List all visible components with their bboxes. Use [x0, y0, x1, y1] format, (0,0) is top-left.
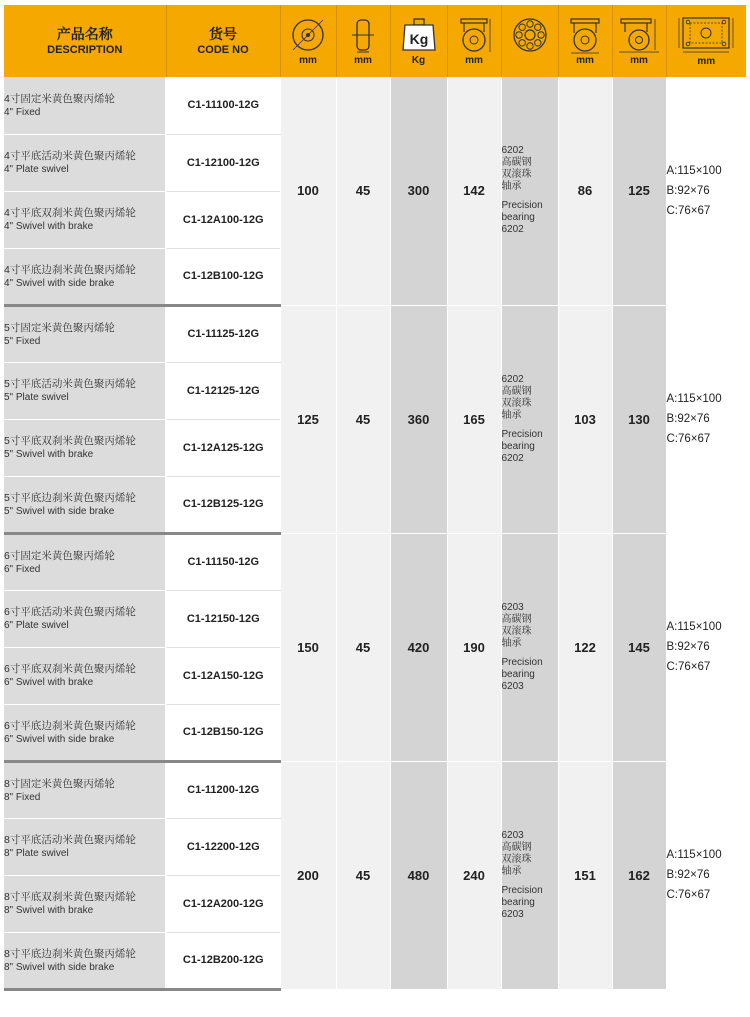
description-cell [4, 875, 166, 932]
bearing-line: 高碳钢 [501, 385, 532, 397]
plate-dimension: A:115×100 [666, 849, 722, 861]
plate-dimension: A:115×100 [666, 393, 722, 405]
diameter-cell: 150 [280, 533, 336, 761]
description-en: 5" Swivel with brake [4, 449, 94, 460]
bearing-line: 6203 [501, 601, 524, 613]
width-cell: 45 [336, 533, 390, 761]
description-header [4, 5, 166, 77]
plate-dimension: C:76×67 [666, 889, 711, 901]
table-row [4, 305, 746, 362]
description-cn: 5寸平底边刹米黄色聚丙烯轮 [4, 491, 136, 504]
bearing-line: Precision [501, 884, 543, 896]
bearing-line: 6203 [501, 908, 524, 920]
height-cell: 165 [447, 305, 501, 533]
code-cell: C1-12A125-12G [166, 419, 280, 476]
bearing-icon [511, 16, 549, 54]
header-row [4, 5, 746, 77]
code-cell: C1-12200-12G [166, 818, 280, 875]
width-unit: mm [354, 55, 372, 66]
description-en: 5" Plate swivel [4, 392, 69, 403]
description-cell [4, 134, 166, 191]
description-cell [4, 704, 166, 761]
offset-cell: 103 [558, 305, 612, 533]
code-header-en: CODE NO [197, 44, 249, 56]
code-cell: C1-11200-12G [166, 761, 280, 818]
description-header-en: DESCRIPTION [47, 44, 123, 56]
description-cell [4, 362, 166, 419]
description-cell [4, 761, 166, 818]
description-cn: 5寸平底双刹米黄色聚丙烯轮 [4, 435, 136, 447]
bearing-line: 轴承 [501, 637, 522, 649]
bearing-gap [502, 650, 558, 657]
radius-cell: 145 [612, 533, 666, 761]
code-cell: C1-11125-12G [166, 305, 280, 362]
description-cell [4, 77, 166, 134]
load-cell: 300 [390, 77, 447, 305]
description-cell [4, 419, 166, 476]
overall-height-icon [455, 16, 493, 54]
description-cell [4, 818, 166, 875]
description-en: 8" Fixed [4, 791, 41, 803]
radius-cell: 162 [612, 761, 666, 989]
description-en: 4" Swivel with brake [4, 221, 94, 232]
bearing-cell [501, 77, 558, 305]
table-row [4, 77, 746, 134]
bearing-line: 6202 [501, 452, 524, 464]
bearing-line: Precision [501, 200, 543, 212]
diameter-header [280, 5, 336, 77]
width-cell: 45 [336, 77, 390, 305]
description-cn: 5寸平底活动米黄色聚丙烯轮 [4, 378, 136, 390]
offset-unit: mm [576, 55, 594, 66]
spec-body [4, 77, 746, 989]
load-header [390, 5, 447, 77]
bearing-cell [501, 533, 558, 761]
code-header [166, 5, 280, 77]
bearing-line: 6203 [501, 680, 524, 692]
description-cn: 4寸平底双刹米黄色聚丙烯轮 [4, 207, 136, 219]
spec-table [4, 5, 746, 991]
plate-header [666, 5, 746, 77]
code-header-cn: 货号 [209, 26, 237, 42]
bearing-line: 6202 [501, 224, 524, 236]
bearing-line: bearing [501, 668, 535, 680]
load-cell: 420 [390, 533, 447, 761]
plate-cell [666, 305, 746, 533]
description-header-cn: 产品名称 [56, 26, 113, 42]
load-cell: 360 [390, 305, 447, 533]
bearing-line: 6202 [501, 373, 524, 385]
radius-unit: mm [630, 55, 648, 66]
description-en: 4" Swivel with side brake [4, 277, 115, 289]
description-en: 6" Fixed [4, 563, 41, 575]
bearing-line: 高碳钢 [501, 841, 532, 853]
load-weight-icon [400, 16, 438, 54]
description-en: 6" Swivel with brake [4, 677, 94, 688]
description-en: 4" Fixed [4, 106, 41, 118]
code-cell: C1-12A200-12G [166, 875, 280, 932]
bearing-line: 轴承 [501, 865, 522, 877]
table-row [4, 761, 746, 818]
bearing-header [501, 5, 558, 77]
width-header [336, 5, 390, 77]
wheel-diameter-icon [291, 16, 325, 54]
bearing-line: 双滚珠 [501, 169, 532, 181]
height-unit: mm [465, 55, 483, 66]
bearing-line: bearing [501, 212, 535, 224]
bearing-line: bearing [501, 440, 535, 452]
radius-cell: 130 [612, 305, 666, 533]
bearing-cell [501, 761, 558, 989]
description-cn: 6寸平底活动米黄色聚丙烯轮 [4, 606, 136, 618]
bearing-line: Precision [501, 656, 543, 668]
plate-dimension: B:92×76 [666, 869, 710, 881]
description-cn: 5寸固定米黄色聚丙烯轮 [4, 321, 115, 334]
load-unit: Kg [411, 55, 426, 66]
plate-dimension: B:92×76 [666, 184, 710, 197]
description-cell [4, 476, 166, 533]
code-cell: C1-12B150-12G [166, 704, 280, 761]
code-cell: C1-11150-12G [166, 533, 280, 590]
description-en: 5" Fixed [4, 335, 41, 347]
diameter-cell: 100 [280, 77, 336, 305]
description-cell [4, 191, 166, 248]
bearing-line: 轴承 [501, 409, 522, 421]
plate-cell [666, 77, 746, 305]
diameter-cell: 125 [280, 305, 336, 533]
code-cell: C1-12150-12G [166, 590, 280, 647]
description-en: 8" Plate swivel [4, 848, 69, 859]
bearing-line: 双滚珠 [501, 397, 532, 409]
code-cell: C1-12125-12G [166, 362, 280, 419]
code-cell: C1-12A150-12G [166, 647, 280, 704]
description-en: 8" Swivel with brake [4, 905, 94, 916]
bearing-gap [502, 878, 558, 885]
description-cn: 6寸固定米黄色聚丙烯轮 [4, 549, 115, 562]
description-cn: 4寸固定米黄色聚丙烯轮 [4, 92, 115, 105]
plate-dimension: C:76×67 [666, 661, 711, 673]
description-cell [4, 305, 166, 362]
plate-cell [666, 761, 746, 989]
wheel-width-icon [346, 16, 380, 54]
height-cell: 240 [447, 761, 501, 989]
diameter-unit: mm [299, 55, 317, 66]
bearing-line: 6203 [501, 829, 524, 841]
code-cell: C1-12100-12G [166, 134, 280, 191]
offset-header [558, 5, 612, 77]
plate-dimension: B:92×76 [666, 641, 710, 653]
width-cell: 45 [336, 761, 390, 989]
code-cell: C1-12B125-12G [166, 476, 280, 533]
bearing-line: 高碳钢 [501, 157, 532, 169]
bearing-cell [501, 305, 558, 533]
description-cell [4, 647, 166, 704]
description-cn: 8寸平底活动米黄色聚丙烯轮 [4, 834, 136, 846]
plate-dimension: A:115×100 [666, 621, 722, 633]
swivel-radius-icon [617, 16, 661, 54]
bearing-line: bearing [501, 896, 535, 908]
description-cn: 4寸平底边刹米黄色聚丙烯轮 [4, 263, 136, 276]
load-badge: Kg [409, 31, 428, 47]
plate-cell [666, 533, 746, 761]
bearing-line: 6202 [501, 145, 524, 157]
bearing-line: 轴承 [501, 181, 522, 193]
bearing-line: 高碳钢 [501, 613, 532, 625]
description-cell [4, 533, 166, 590]
code-cell: C1-12B200-12G [166, 932, 280, 989]
code-cell: C1-12B100-12G [166, 248, 280, 305]
description-cell [4, 932, 166, 989]
offset-icon [566, 16, 604, 54]
top-plate-icon [675, 15, 737, 55]
description-cell [4, 248, 166, 305]
plate-dimension: C:76×67 [666, 433, 711, 445]
description-en: 4" Plate swivel [4, 164, 69, 175]
description-cn: 8寸固定米黄色聚丙烯轮 [4, 777, 115, 790]
description-cn: 8寸平底双刹米黄色聚丙烯轮 [4, 891, 136, 903]
code-cell: C1-12A100-12G [166, 191, 280, 248]
table-row [4, 533, 746, 590]
radius-cell: 125 [612, 77, 666, 305]
plate-unit: mm [697, 56, 716, 67]
load-cell: 480 [390, 761, 447, 989]
width-cell: 45 [336, 305, 390, 533]
offset-cell: 122 [558, 533, 612, 761]
description-cn: 4寸平底活动米黄色聚丙烯轮 [4, 150, 136, 162]
description-cn: 6寸平底双刹米黄色聚丙烯轮 [4, 663, 136, 675]
diameter-cell: 200 [280, 761, 336, 989]
bearing-line: Precision [501, 428, 543, 440]
description-cn: 6寸平底边刹米黄色聚丙烯轮 [4, 719, 136, 732]
offset-cell: 151 [558, 761, 612, 989]
height-cell: 142 [447, 77, 501, 305]
bearing-line: 双滚珠 [501, 853, 532, 865]
description-cn: 8寸平底边刹米黄色聚丙烯轮 [4, 947, 136, 960]
bearing-gap [502, 422, 558, 429]
bearing-line: 双滚珠 [501, 625, 532, 637]
bearing-gap [502, 193, 558, 200]
plate-dimension: A:115×100 [666, 164, 722, 177]
description-en: 8" Swivel with side brake [4, 961, 115, 973]
height-cell: 190 [447, 533, 501, 761]
plate-dimension: B:92×76 [666, 413, 710, 425]
height-header [447, 5, 501, 77]
offset-cell: 86 [558, 77, 612, 305]
bearing-unit [502, 55, 558, 66]
radius-header [612, 5, 666, 77]
description-en: 6" Swivel with side brake [4, 733, 115, 745]
description-cell [4, 590, 166, 647]
code-cell: C1-11100-12G [166, 77, 280, 134]
description-en: 6" Plate swivel [4, 620, 69, 631]
plate-dimension: C:76×67 [666, 204, 711, 217]
description-en: 5" Swivel with side brake [4, 505, 115, 517]
